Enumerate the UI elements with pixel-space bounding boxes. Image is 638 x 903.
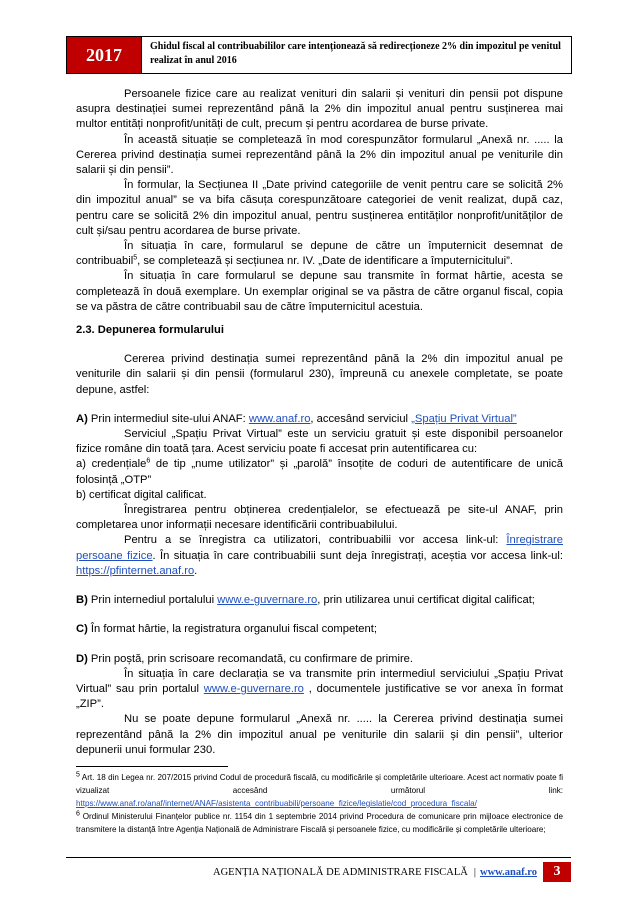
paragraph-text: , documentele justificative se vor anexa în format „ZIP”. — [76, 682, 563, 711]
option-a — [76, 412, 563, 427]
paragraph-text: Prin intermediul site-ului ANAF: — [87, 412, 249, 425]
paragraph: În situația în care formularul se depune sau transmite în format hârtie, acesta se completează în două exemplare. Un exemplar original se va păstra de către organul fiscal, copia se va păstra de către contribuabil sau de către împuternicitul acestuia. — [76, 270, 563, 313]
section-heading: 2.3. Depunerea formularului — [76, 324, 224, 337]
footnotes — [76, 771, 563, 836]
footer-divider — [66, 857, 571, 858]
paragraph: Persoanele fizice care au realizat venituri din salarii și venituri din pensii pot dispune asupra destinației sumei reprezentând până la 2% din impozitul anual pentru susținerea mai multor entități nonprofit/unități de cult, precum și pentru acordarea de burse private. — [76, 88, 563, 131]
paragraph — [76, 533, 563, 579]
inregistrare-persoane-fizice-link[interactable]: Înregistrare persoane fizice — [76, 534, 563, 562]
page-footer — [66, 861, 571, 883]
paragraph-text: În format hârtie, la registratura organului fiscal competent; — [87, 623, 377, 636]
paragraph: Nu se poate depune formularul „Anexă nr. ..... la Cererea privind destinația sumei reprezentând până la 2% din impozitul anual pe veniturile din salarii și din pensii”, ulterior depunerii unui formular 230. — [76, 713, 563, 756]
e-guvernare-link[interactable]: www.e-guvernare.ro — [203, 682, 304, 695]
footnote-ref-5[interactable]: 5 — [133, 254, 138, 262]
paragraph-text: , se completează și secțiunea nr. IV. „Date de identificare a împuternicitului”. — [137, 255, 513, 268]
page-number: 3 — [543, 862, 571, 882]
paragraph — [76, 457, 563, 487]
option-label: B) — [76, 594, 88, 607]
option-label: A) — [76, 412, 88, 425]
paragraph-text: . În situația în care contribuabilii sunt deja înregistrați, aceștia vor accesa link-ul: — [152, 549, 563, 562]
paragraph — [76, 667, 563, 713]
footnote-5 — [76, 771, 563, 810]
option-c — [76, 622, 563, 637]
footnote-number: 6 — [76, 810, 80, 818]
paragraph-text: În situația în care, formularul se depune de către un împuternicit desemnat de contribuabil — [76, 240, 563, 268]
footer-agency: AGENȚIA NAȚIONALĂ DE ADMINISTRARE FISCALĂ — [212, 866, 468, 878]
option-label: D) — [76, 652, 88, 665]
footer-anaf-link[interactable]: www.anaf.ro — [480, 866, 537, 878]
pfinternet-link[interactable]: https://pfinternet.anaf.ro — [76, 564, 195, 577]
paragraph-text: Pentru a se înregistra ca utilizatori, contribuabilii vor accesa link-ul: — [124, 534, 507, 547]
paragraph: În această situație se completează în mod corespunzător formularul „Anexă nr. ..... la Cererea privind destinația sumei reprezentând până la 2% din impozitul anual pe veniturile din salarii și din pensii”. — [76, 133, 563, 177]
e-guvernare-link[interactable]: www.e-guvernare.ro — [217, 594, 318, 607]
cod-procedura-fiscala-link[interactable]: https://www.anaf.ro/anaf/internet/ANAF/asistenta_contribuabili/persoane_fizice/legislatie/cod_procedura_fiscala/ — [76, 799, 477, 808]
spatiu-privat-virtual-link[interactable]: „Spațiu Privat Virtual” — [411, 412, 517, 425]
footnote-6 — [76, 810, 563, 836]
footnote-number: 5 — [76, 771, 80, 779]
body-content — [76, 87, 563, 758]
paragraph-text: , accesând serviciul — [310, 412, 412, 425]
header-year-badge: 2017 — [67, 37, 142, 73]
paragraph: Cererea privind destinația sumei reprezentând până la 2% din impozitul anual pe veniturile din salarii și din pensii (formularul 230), împreună cu anexele completate, se poate depune, astfel: — [76, 353, 563, 396]
paragraph-text: de tip „nume utilizator” și „parolă” însoțite de coduri de autentificare de unică folosință „OTP” — [76, 458, 563, 486]
paragraph: b) certificat digital calificat. — [76, 488, 207, 501]
paragraph-text: , prin utilizarea unui certificat digital calificat; — [317, 594, 535, 607]
option-label: C) — [76, 623, 88, 636]
paragraph: În formular, la Secțiunea II „Date privind categoriile de venit pentru care se solicită 2% din impozitul anual” se va bifa căsuța corespunzătoare categoriei de venit realizat, după caz, pentru care se solicită 2% din impozitul anual, pentru susținerea entităților nonprofit/unităților de cult și/sau pentru acordarea de burse private. — [76, 179, 563, 237]
paragraph-text: . — [194, 564, 198, 577]
anaf-link[interactable]: www.anaf.ro — [248, 412, 311, 425]
footnote-ref-6[interactable]: 6 — [146, 457, 151, 465]
footnote-divider — [76, 766, 228, 767]
paragraph-text: În situația în care declarația se va transmite prin intermediul serviciului „Spațiu Privat Virtual” sau prin portalul — [76, 667, 563, 695]
header-title: Ghidul fiscal al contribuabililor care intenționează să redirecționeze 2% din impozitul pe venitul realizat în anul 2016 — [150, 41, 561, 66]
paragraph: Înregistrarea pentru obținerea credențialelor, se efectuează pe site-ul ANAF, prin completarea unor informații necesare identificării contribuabilului. — [76, 504, 563, 532]
footnote-text: Ordinul Ministerului Finanțelor publice nr. 1154 din 1 septembrie 2014 privind Procedura de comunicare prin mijloace electronice de transmitere la distanță între Agenția Națională de Administrare Fiscală și persoanele fizice, cu modificările și completările ulterioare; — [76, 812, 563, 834]
paragraph: Serviciul „Spațiu Privat Virtual” este un serviciu gratuit și este disponibil persoanelor fizice române din toată țara. Acest serviciu poate fi accesat prin autentificarea cu: — [76, 428, 563, 456]
footnote-text: Art. 18 din Legea nr. 207/2015 privind Codul de procedură fiscală, cu modificările și completările ulterioare. Acest act normativ poate fi vizualizat accesând următorul link: — [76, 773, 563, 795]
page-header — [66, 36, 572, 74]
paragraph-text: Prin poștă, prin scrisoare recomandată, cu confirmare de primire. — [87, 652, 414, 665]
option-b — [76, 593, 563, 608]
footer-separator: | — [473, 866, 477, 878]
paragraph-text: Prin internediul portalului — [87, 594, 218, 607]
option-d — [76, 652, 563, 667]
paragraph-text: a) credențiale — [76, 458, 147, 471]
paragraph — [76, 239, 563, 269]
